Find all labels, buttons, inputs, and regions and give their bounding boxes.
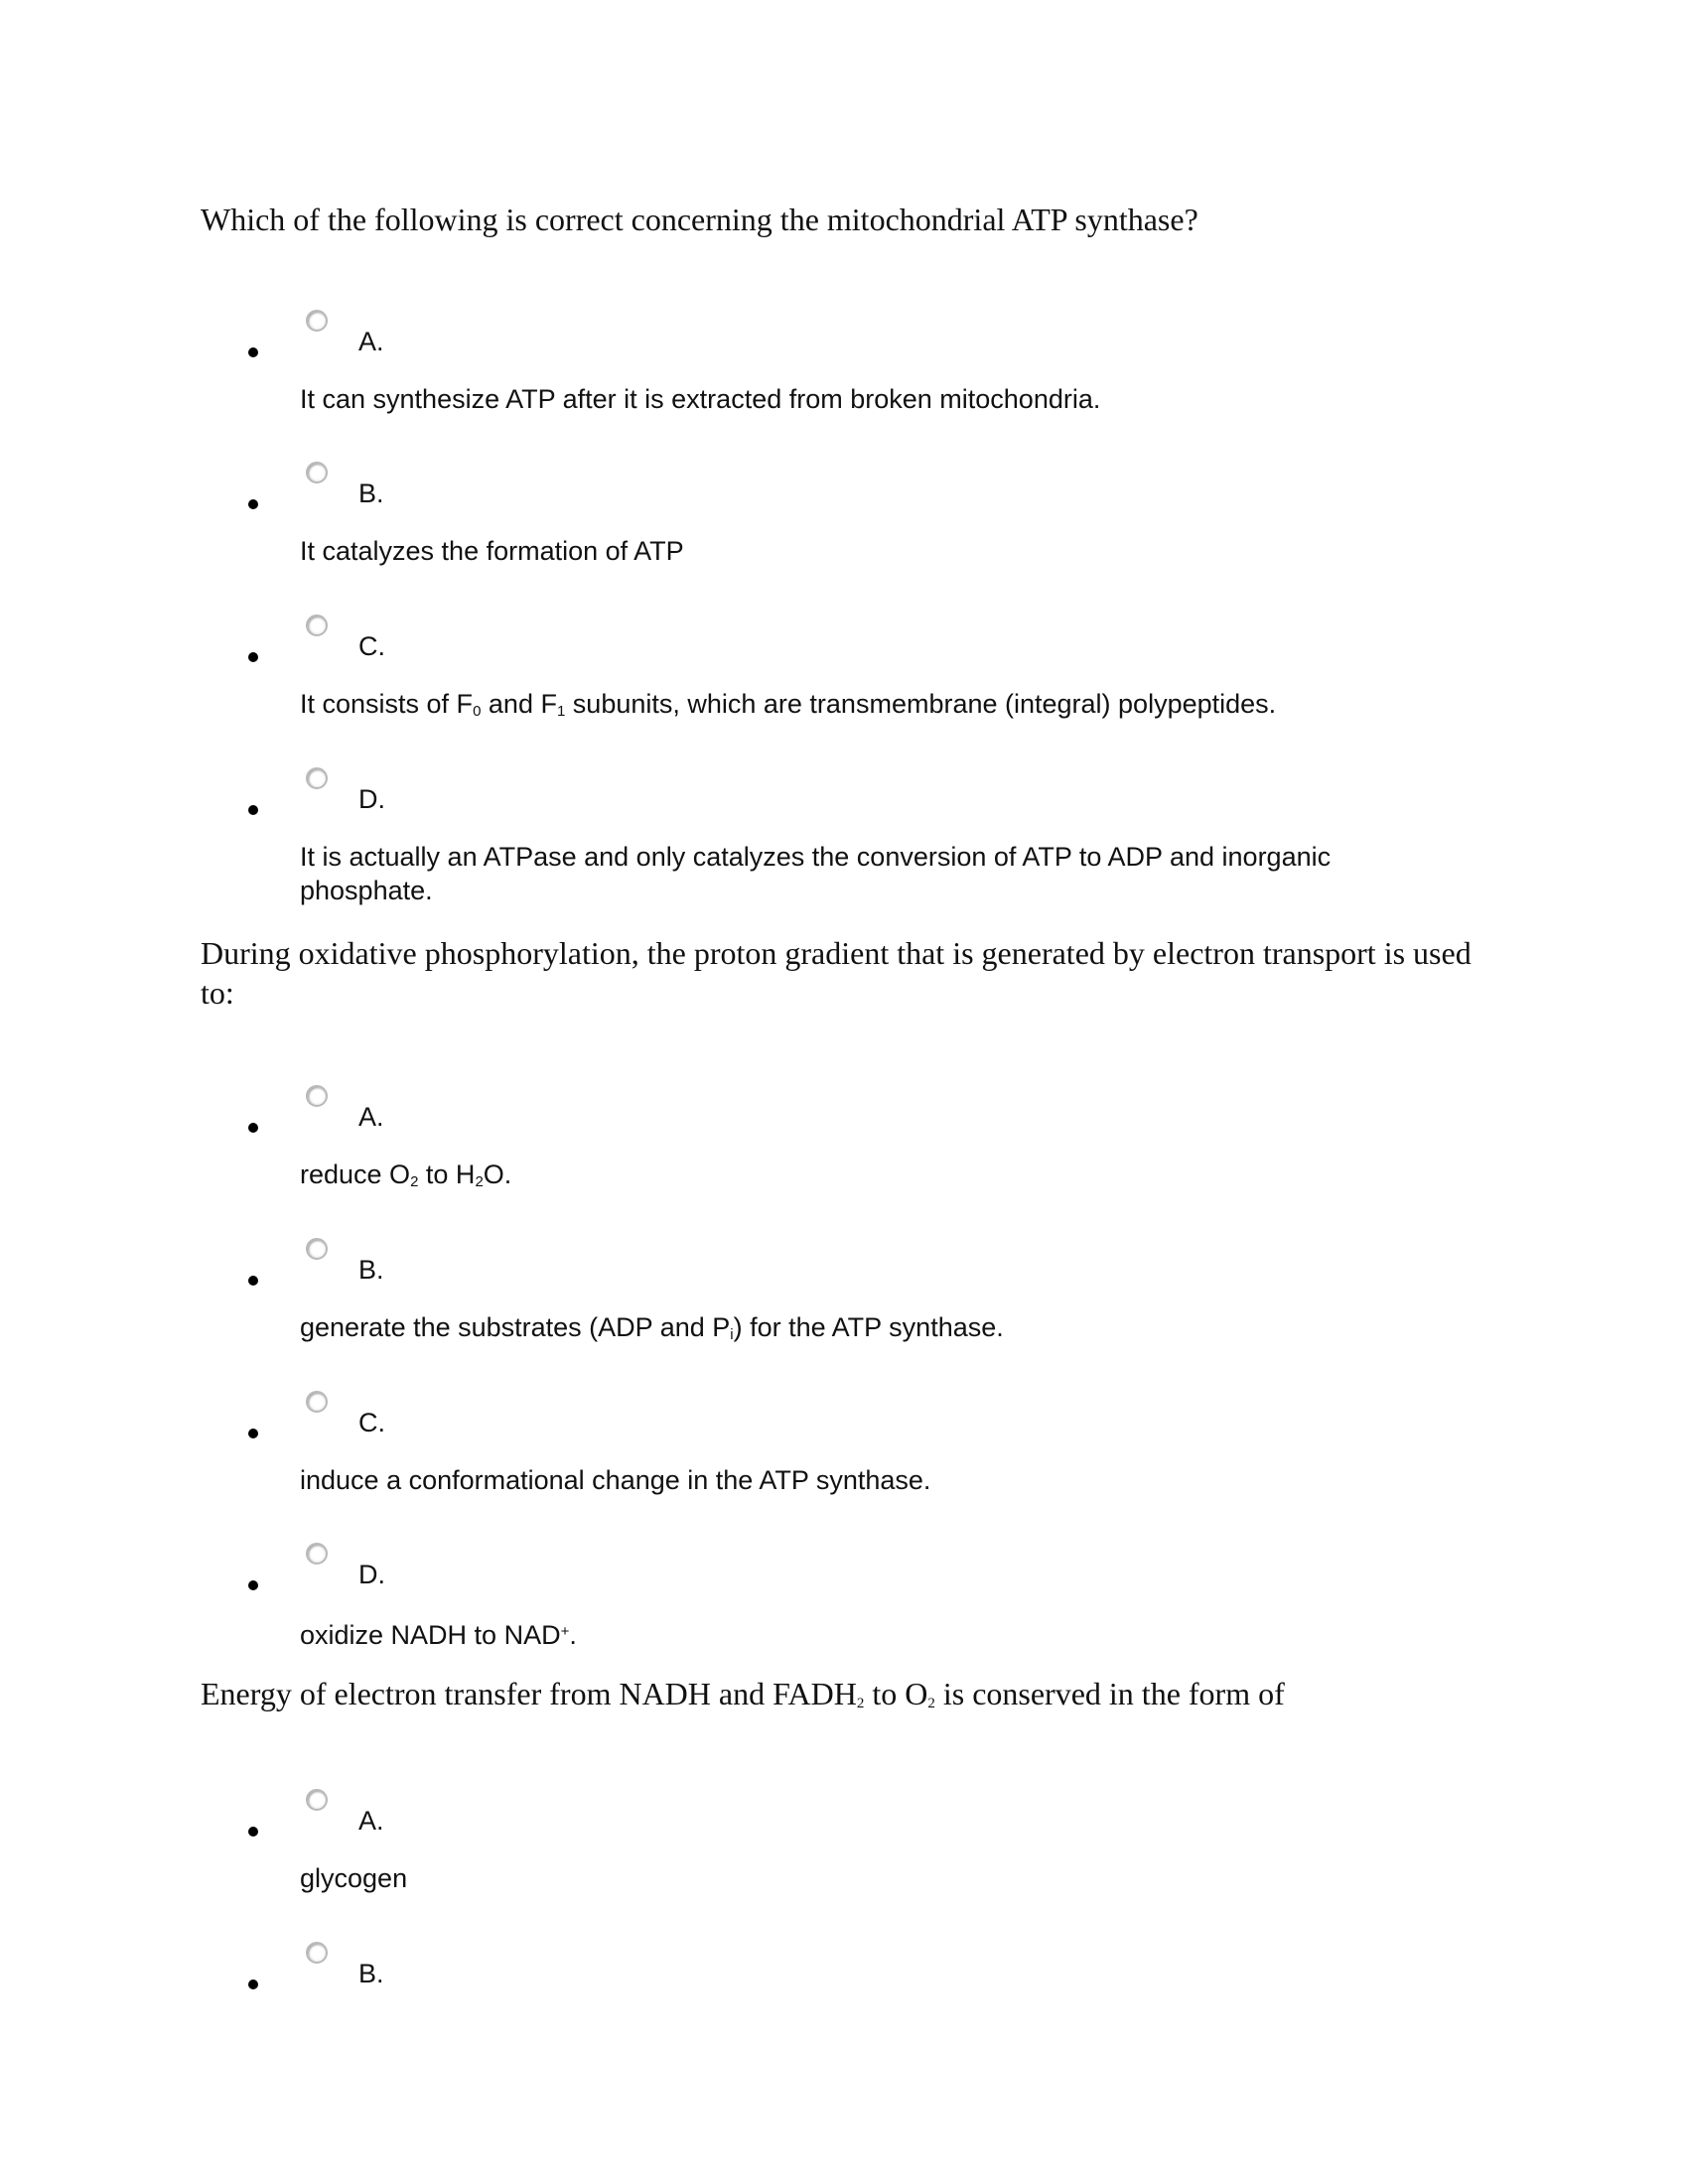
- radio-button-icon[interactable]: [306, 767, 328, 789]
- question-2-option-d[interactable]: [0, 1538, 1688, 1687]
- option-letter: A.: [358, 1806, 384, 1836]
- radio-button-icon[interactable]: [306, 462, 328, 483]
- question-2-option-c[interactable]: [0, 1386, 1688, 1535]
- radio-button-icon[interactable]: [306, 310, 328, 332]
- question-1-option-c[interactable]: [0, 610, 1688, 758]
- bullet-icon: [248, 1580, 258, 1590]
- option-text: generate the substrates (ADP and $P_i$) for the ATP synthase.: [300, 1312, 1004, 1343]
- question-3-option-b[interactable]: [0, 1937, 1688, 2086]
- bullet-icon: [248, 805, 258, 815]
- question-2-option-b[interactable]: [0, 1233, 1688, 1382]
- bullet-icon: [248, 1123, 258, 1133]
- question-3-option-a[interactable]: [0, 1784, 1688, 1933]
- option-text: It can synthesize ATP after it is extracted from broken mitochondria.: [300, 384, 1101, 414]
- bullet-icon: [248, 347, 258, 357]
- bullet-icon: [248, 1827, 258, 1837]
- radio-button-icon[interactable]: [306, 1942, 328, 1964]
- question-1-option-d[interactable]: [0, 762, 1688, 911]
- radio-button-icon[interactable]: [306, 1238, 328, 1260]
- bullet-icon: [248, 652, 258, 662]
- radio-button-icon[interactable]: [306, 1543, 328, 1565]
- question-2-option-a[interactable]: [0, 1080, 1688, 1229]
- option-text: It consists of $F_0$ and $F_1$ subunits, which are transmembrane (integral) polypeptides.: [300, 689, 1277, 720]
- option-text: It catalyzes the formation of ATP: [300, 536, 684, 566]
- option-letter: C.: [358, 631, 385, 661]
- radio-button-icon[interactable]: [306, 614, 328, 636]
- option-letter: B.: [358, 1959, 384, 1988]
- question-2-text: During oxidative phosphorylation, the proton gradient that is generated by electron transport is used to:: [201, 935, 1472, 1011]
- radio-button-icon[interactable]: [306, 1085, 328, 1107]
- option-text: oxidize NADH to NAD+.: [300, 1620, 577, 1650]
- option-text: reduce $O_2$ to $H_2O$.: [300, 1160, 512, 1190]
- bullet-icon: [248, 1429, 258, 1438]
- option-text: It is actually an ATPase and only catalyzes the conversion of ATP to ADP and inorganic phosphate.: [300, 842, 1332, 905]
- question-1-option-a[interactable]: [0, 305, 1688, 454]
- question-3-text: Energy of electron transfer from NADH and $FADH_2$ to $O_2$ is conserved in the form of: [201, 1676, 1285, 1711]
- question-1-option-b[interactable]: [0, 457, 1688, 606]
- option-letter: B.: [358, 1255, 384, 1285]
- radio-button-icon[interactable]: [306, 1391, 328, 1413]
- question-1-text: Which of the following is correct concerning the mitochondrial ATP synthase?: [201, 202, 1198, 237]
- option-text: glycogen: [300, 1863, 408, 1893]
- option-letter: C.: [358, 1408, 385, 1437]
- option-letter: D.: [358, 784, 385, 814]
- option-letter: A.: [358, 1102, 384, 1132]
- bullet-icon: [248, 1276, 258, 1286]
- radio-button-icon[interactable]: [306, 1789, 328, 1811]
- bullet-icon: [248, 1979, 258, 1989]
- option-text: induce a conformational change in the ATP synthase.: [300, 1465, 931, 1495]
- option-letter: B.: [358, 478, 384, 508]
- bullet-icon: [248, 499, 258, 509]
- option-letter: D.: [358, 1560, 385, 1589]
- option-letter: A.: [358, 327, 384, 356]
